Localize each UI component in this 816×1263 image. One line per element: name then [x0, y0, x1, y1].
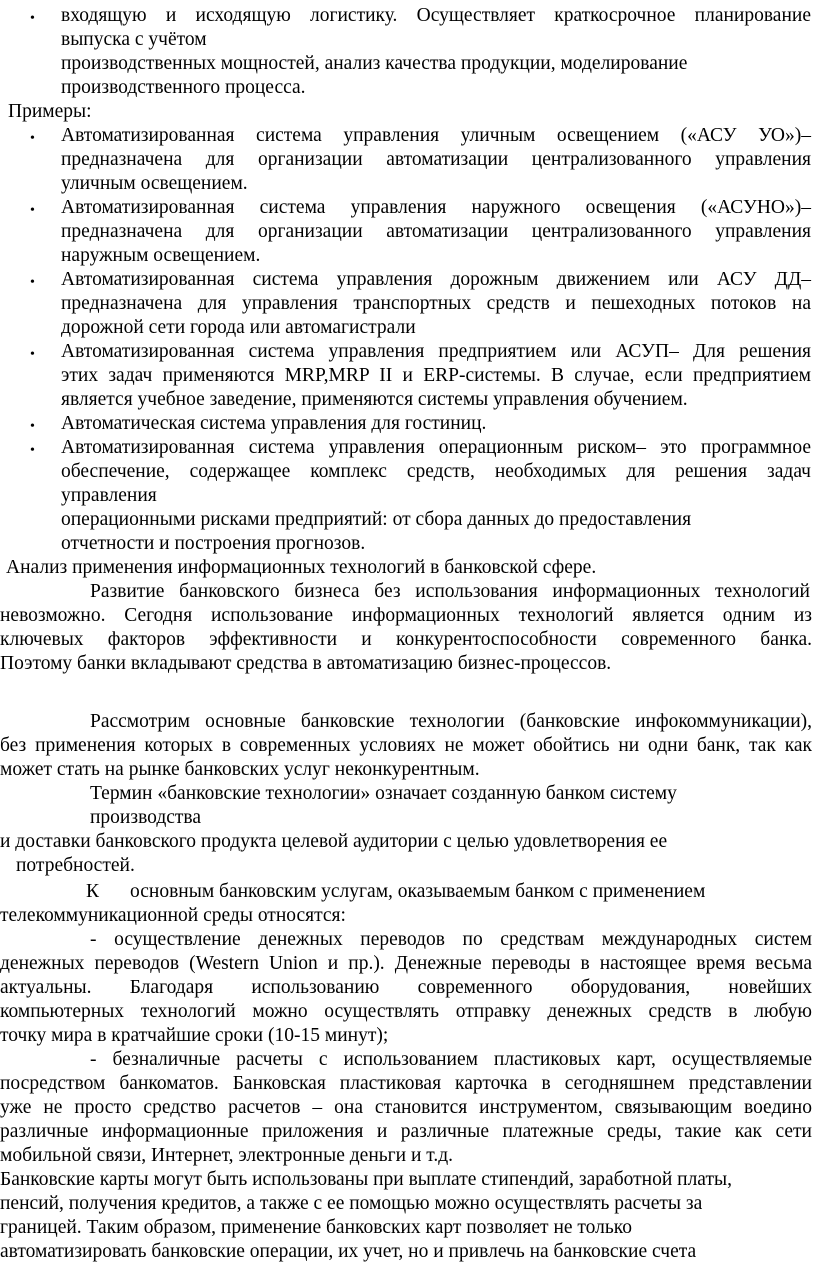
list-item-line: предназначена для управления транспортных средств и пешеходных потоков на	[61, 293, 811, 314]
bullet-marker: •	[30, 347, 35, 362]
bullet-marker: •	[30, 419, 35, 434]
paragraph-line: мобильной связи, Интернет, электронные деньги и т.д.	[0, 1145, 454, 1166]
paragraph-line: потребностей.	[16, 855, 135, 876]
paragraph-line: ключевых факторов эффективности и конкурентоспособности современного банка.	[0, 629, 812, 650]
list-item-line: Автоматическая система управления для гостиниц.	[61, 413, 487, 434]
paragraph-line: пенсий, получения кредитов, а также с ее помощью можно осуществлять расчеты за	[0, 1193, 703, 1214]
paragraph-line: актуальны. Благодаря использованию современного оборудования, новейших	[0, 977, 812, 998]
list-item-line: Автоматизированная система управления операционным риском– это программное	[61, 437, 811, 458]
list-item-line: отчетности и построения прогнозов.	[61, 533, 366, 554]
list-item-line: наружным освещением.	[61, 245, 261, 266]
paragraph-line: посредством банкоматов. Банковская пластиковая карточка в сегодняшнем представлении	[0, 1073, 812, 1094]
bullet-marker: •	[30, 275, 35, 290]
paragraph-line: границей. Таким образом, применение банковских карт позволяет не только	[0, 1217, 633, 1238]
paragraph-line: производства	[90, 807, 202, 828]
list-item-line: является учебное заведение, применяются системы управления обучением.	[61, 389, 688, 410]
paragraph-line: без применения которых в современных условиях не может обойтись ни одни банк, так как	[0, 735, 812, 756]
paragraph-line: автоматизировать банковские операции, их учет, но и привлечь на банковские счета	[0, 1241, 697, 1262]
paragraph-line: может стать на рынке банковских услуг неконкурентным.	[0, 759, 480, 780]
list-item-line: производственных мощностей, анализ качества продукции, моделирование	[61, 53, 688, 74]
list-item-line: предназначена для организации автоматизации централизованного управления	[61, 149, 811, 170]
section-heading: Анализ применения информационных технологий в банковской сфере.	[6, 557, 597, 578]
list-item-line: входящую и исходящую логистику. Осуществляет краткосрочное планирование	[61, 5, 811, 26]
list-item-line: управления	[61, 485, 157, 506]
list-item-line: Автоматизированная система управления предприятием или АСУП– Для решения	[61, 341, 811, 362]
list-item-line: Автоматизированная система управления уличным освещением («АСУ УО»)–	[61, 125, 811, 146]
list-item-line: выпуска с учётом	[61, 29, 207, 50]
list-item-line: дорожной сети города или автомагистрали	[61, 317, 416, 338]
paragraph-line: Термин «банковские технологии» означает созданную банком систему	[90, 783, 677, 804]
list-item-line: Автоматизированная система управления наружного освещения («АСУНО»)–	[61, 197, 811, 218]
paragraph-line: Рассмотрим основные банковские технологии (банковские инфокоммуникации),	[90, 711, 812, 732]
paragraph-line: телекоммуникационной среды относятся:	[0, 905, 346, 926]
examples-label: Примеры:	[8, 101, 92, 122]
paragraph-line: различные информационные приложения и различные платежные среды, такие как сети	[0, 1121, 812, 1142]
paragraph-line: К	[86, 881, 100, 902]
list-item-line: предназначена для организации автоматизации централизованного управления	[61, 221, 811, 242]
paragraph-line: Банковские карты могут быть использованы при выплате стипендий, заработной платы,	[0, 1169, 732, 1190]
bullet-marker: •	[30, 131, 35, 146]
bullet-marker: •	[30, 11, 35, 26]
list-item-line: операционными рисками предприятий: от сбора данных до предоставления	[61, 509, 692, 530]
paragraph-line: и доставки банковского продукта целевой аудитории с целью удовлетворения ее	[0, 831, 668, 852]
list-item-line: обеспечение, содержащее комплекс средств, необходимых для решения задач	[61, 461, 811, 482]
paragraph-line: - осуществление денежных переводов по средствам международных систем	[90, 929, 812, 950]
bullet-marker: •	[30, 203, 35, 218]
paragraph-line: невозможно. Сегодня использование информационных технологий является одним из	[0, 605, 812, 626]
paragraph-line: Развитие банковского бизнеса без использования информационных технологий	[90, 581, 810, 602]
list-item-line: уличным освещением.	[61, 173, 248, 194]
paragraph-line: компьютерных технологий можно осуществлять отправку денежных средств в любую	[0, 1001, 812, 1022]
paragraph-line: основным банковским услугам, оказываемым банком с применением	[130, 881, 706, 902]
paragraph-line: уже не просто средство расчетов – она становится инструментом, связывающим воедино	[0, 1097, 812, 1118]
list-item-line: этих задач применяются MRP,MRP II и ERP-системы. В случае, если предприятием	[61, 365, 811, 386]
bullet-marker: •	[30, 443, 35, 458]
paragraph-line: точку мира в кратчайшие сроки (10-15 минут);	[0, 1025, 389, 1046]
paragraph-line: Поэтому банки вкладывают средства в автоматизацию бизнес-процессов.	[0, 653, 612, 674]
list-item-line: Автоматизированная система управления дорожным движением или АСУ ДД–	[61, 269, 811, 290]
paragraph-line: денежных переводов (Western Union и пр.). Денежные переводы в настоящее время весьма	[0, 953, 812, 974]
paragraph-line: - безналичные расчеты с использованием пластиковых карт, осуществляемые	[90, 1049, 812, 1070]
list-item-line: производственного процесса.	[61, 77, 306, 98]
